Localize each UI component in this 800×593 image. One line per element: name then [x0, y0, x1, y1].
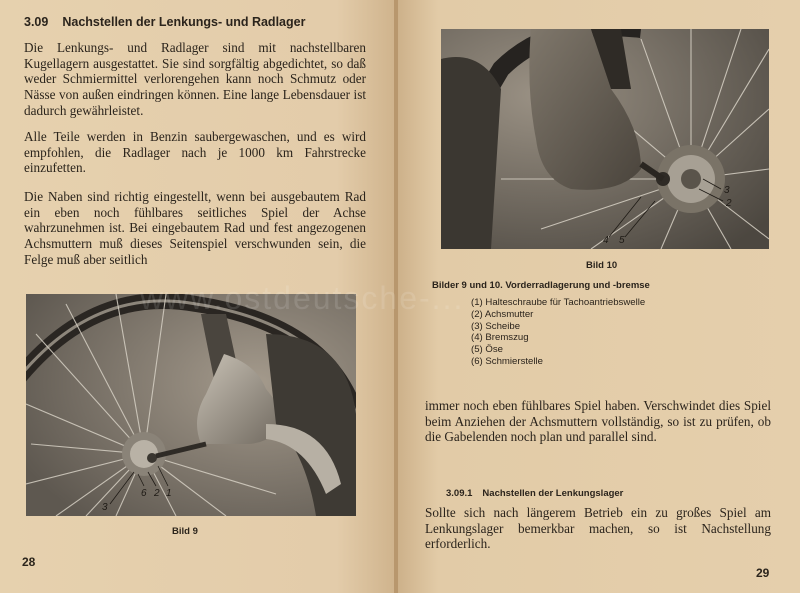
subsection-number: 3.09.1: [446, 488, 473, 499]
figure-9-label-3: 3: [102, 502, 108, 513]
figure-10-caption: Bild 10: [586, 260, 618, 271]
parts-list-title: Bilder 9 und 10. Vorderradlagerung und -bremse: [432, 280, 650, 291]
section-number: 3.09: [24, 15, 49, 29]
list-item: (2) Achsmutter: [471, 308, 534, 320]
figure-9-photo: [26, 294, 356, 516]
subsection-title: Nachstellen der Lenkungslager: [482, 488, 624, 499]
figure-9-label-1: 1: [166, 488, 172, 499]
paragraph-1: Die Lenkungs- und Radlager sind mit nachstellbaren Kugellagern ausgestattet. Sie sind sorgfältig abgedichtet, so daß weder Schmiermittel verlorengehen kann noch Schmutz oder Nässe von außen eindringen können. Eine lange Lebensdauer ist dadurch gewährleistet.: [24, 40, 366, 118]
page-number-left: 28: [22, 555, 36, 569]
list-item: (5) Öse: [471, 344, 503, 356]
figure-9-label-6: 6: [141, 488, 147, 499]
figure-10-label-4: 4: [603, 235, 609, 246]
figure-10-photo: [441, 29, 769, 249]
list-item: (4) Bremszug: [471, 332, 529, 344]
list-item: (1) Halteschraube für Tachoantriebswelle: [471, 297, 646, 308]
parts-list: [471, 297, 645, 368]
section-title: Nachstellen der Lenkungs- und Radlager: [62, 15, 306, 29]
paragraph-2: Alle Teile werden in Benzin saubergewaschen, und es wird empfohlen, die Radlager nach je 1000 km Fahrstrecke einzufetten.: [24, 129, 366, 176]
subsection-heading: [446, 488, 623, 499]
figure-10-label-2: 2: [726, 198, 732, 209]
section-heading: [24, 15, 305, 29]
figure-9-label-2: 2: [154, 488, 160, 499]
figure-10-label-5: 5: [619, 235, 625, 246]
continued-paragraph: immer noch eben fühlbares Spiel haben. Verschwindet dies Spiel beim Anziehen der Achsmuttern vollständig, so ist zu prüfen, ob die Gabelenden noch plan und parallel sind.: [425, 398, 771, 445]
figure-10-label-3: 3: [724, 185, 730, 196]
page-number-right: 29: [756, 566, 770, 580]
list-item: (3) Scheibe: [471, 320, 521, 332]
left-page: [0, 0, 396, 593]
subsection-paragraph: Sollte sich nach längerem Betrieb ein zu großes Spiel am Lenkungslager bemerkbar machen, so ist Nachstellung erforderlich.: [425, 505, 771, 552]
figure-9-caption: Bild 9: [172, 526, 198, 537]
paragraph-3: Die Naben sind richtig eingestellt, wenn bei ausgebautem Rad ein eben noch fühlbares seitliches Spiel der Achse wahrzunehmen ist. Bei eingebautem Rad und fest angezogenen Achsmuttern muß dieses Seitenspiel verschwunden sein, die Felge muß aber seitlich: [24, 189, 366, 267]
list-item: (6) Schmierstelle: [471, 355, 543, 367]
